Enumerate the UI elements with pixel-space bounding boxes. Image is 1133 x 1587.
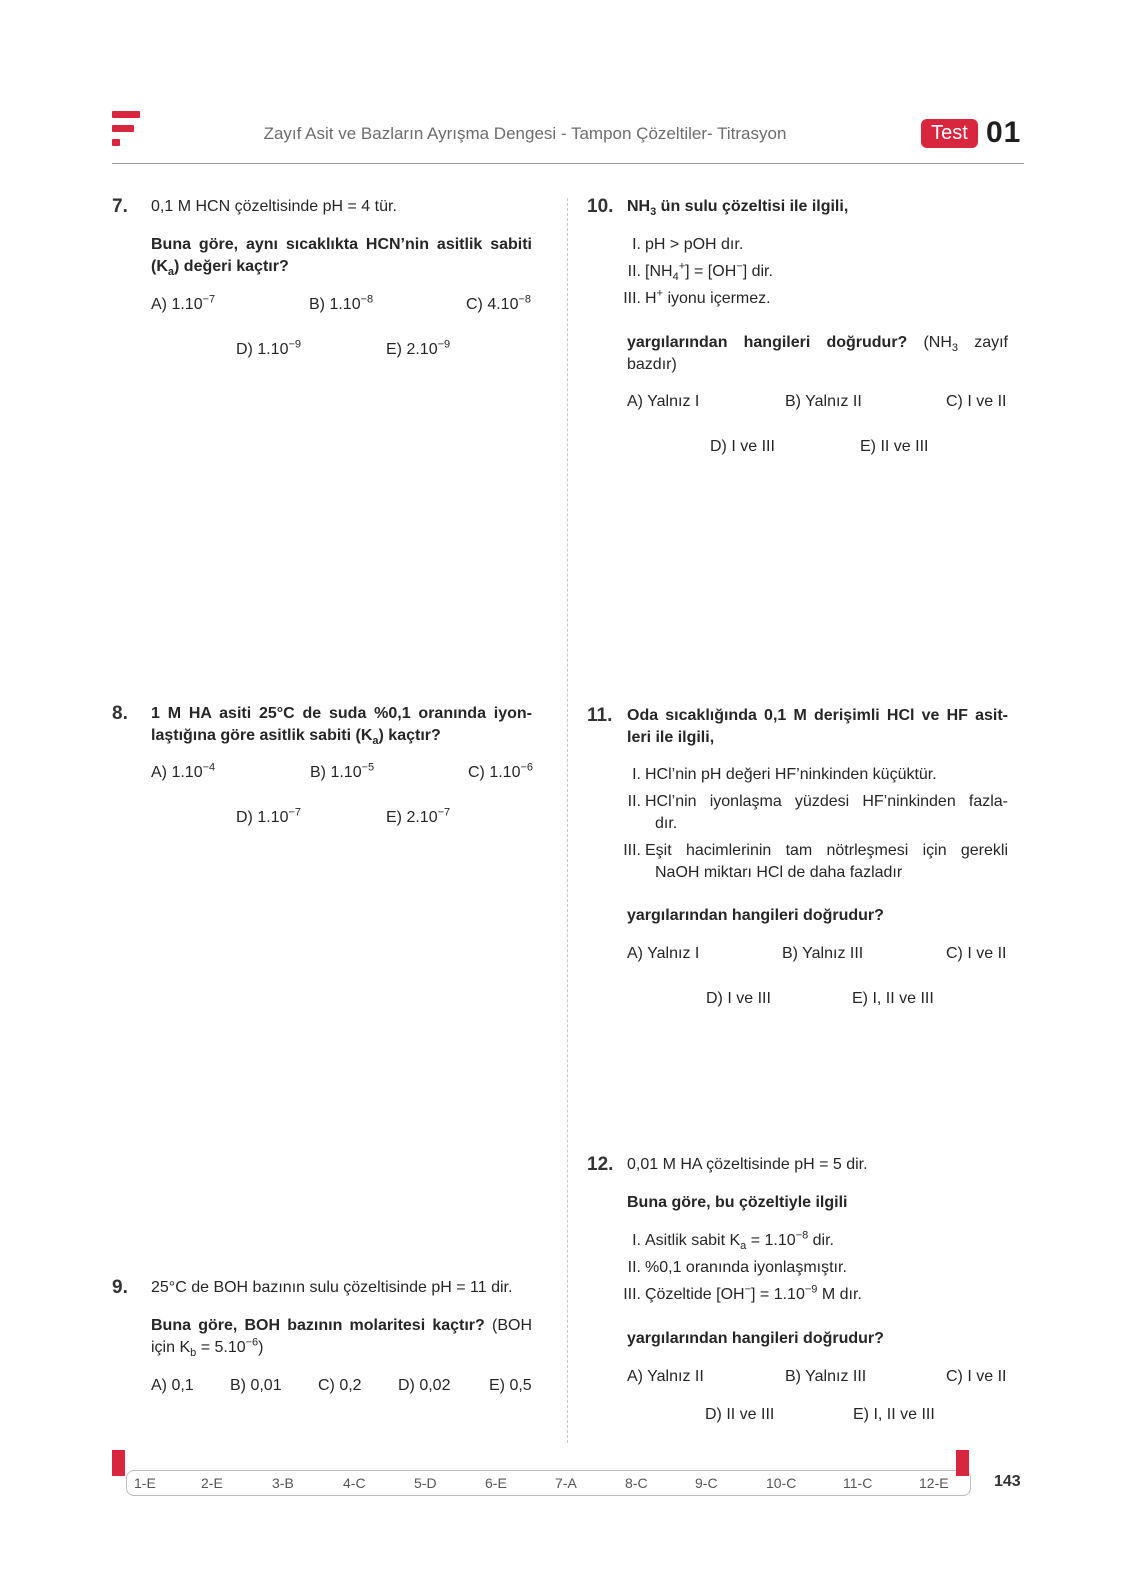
question-10-number: 10. [587,196,614,217]
q10-statement-2: II. $[NH_4^+] = [OH^-]$ dir. [627,260,773,284]
q11-option-c[interactable]: C) I ve II [946,945,1007,962]
question-7-intro: 0,1 M HCN çözeltisinde pH = 4 tür. [151,198,397,215]
question-7-number: 7. [112,196,128,217]
q11-option-a[interactable]: A) Yalnız I [627,945,700,962]
q12-option-a[interactable]: A) Yalnız II [627,1368,704,1385]
answer-key-item: 1-E [134,1475,156,1491]
question-8-stem: 1 M HA asiti 25°C de suda %0,1 oranında iyon- laştığına göre asitlik sabiti $(K_a)$ kaçtır? [151,705,532,748]
question-9-stem: Buna göre, BOH bazının molaritesi kaçtır? (BOH için $K_b = 5.10^{-6}$) [151,1317,533,1360]
q9-option-a[interactable]: A) 0,1 [151,1377,194,1394]
question-9-number: 9. [112,1277,128,1298]
q12-option-e[interactable]: E) I, II ve III [853,1406,935,1423]
question-10-intro: $NH_3$ ün sulu çözeltisi ile ilgili, [627,198,849,219]
q12-statement-1: I. Asitlik sabit $K_a = 1.10^{-8}$ dir. [632,1229,834,1253]
q7-option-b[interactable]: B) $1.10^{-8}$ [309,293,374,313]
question-11-number: 11. [587,705,613,726]
answer-key-item: 12-E [919,1475,949,1491]
q9-option-e[interactable]: E) 0,5 [489,1377,532,1394]
q10-statement-1: I. pH > pOH dır. [632,236,744,253]
q10-option-e[interactable]: E) II ve III [860,438,929,455]
q10-statement-3: III. H+ iyonu içermez. [623,287,771,307]
q7-option-d[interactable]: D) $1.10^{-9}$ [236,338,302,358]
q7-option-a[interactable]: A) $1.10^{-7}$ [151,293,216,313]
q9-option-d[interactable]: D) 0,02 [398,1377,451,1394]
question-12-stem: Buna göre, bu çözeltiyle ilgili [627,1194,848,1211]
answer-key-item: 5-D [414,1475,437,1491]
answer-key-item: 6-E [485,1475,507,1491]
question-11-stem: yargılarından hangileri doğrudur? [627,907,884,924]
answer-key-item: 7-A [555,1475,577,1491]
question-11-intro: Oda sıcaklığında 0,1 M derişimli HCl ve HF asit- leri ile ilgili, [627,707,1008,746]
question-12-question: yargılarından hangileri doğrudur? [627,1330,884,1347]
q12-statement-3: III. Çözeltide $[OH^-] = 1.10^{-9}$ M dır. [623,1283,862,1303]
q10-option-c[interactable]: C) I ve II [946,393,1007,410]
answer-key-item: 10-C [766,1475,797,1491]
answer-key-item: 8-C [625,1475,648,1491]
question-8-number: 8. [112,703,128,724]
q7-option-e[interactable]: E) $2.10^{-9}$ [386,338,451,358]
q11-statement-3: III. Eşit hacimlerinin tam nötrleşmesi için gerekli NaOH miktarı HCl de daha fazladır [623,842,1008,881]
q12-option-b[interactable]: B) Yalnız III [785,1368,867,1385]
q11-option-b[interactable]: B) Yalnız III [782,945,864,962]
question-7-stem: Buna göre, aynı sıcaklıkta HCN’nin asitlik sabiti $(K_a)$ değeri kaçtır? [151,236,532,279]
question-12-intro: 0,01 M HA çözeltisinde pH = 5 dir. [627,1156,868,1173]
header-title: Zayıf Asit ve Bazların Ayrışma Dengesi - Tampon Çözeltiler- Titrasyon [263,124,787,143]
question-10-stem: yargılarından hangileri doğrudur? ($NH_3$ zayıf bazdır) [627,334,1008,373]
q12-option-d[interactable]: D) II ve III [705,1406,775,1423]
q8-option-c[interactable]: C) $1.10^{-6}$ [468,761,534,781]
q8-option-e[interactable]: E) $2.10^{-7}$ [386,806,451,826]
q10-option-d[interactable]: D) I ve III [710,438,775,455]
answer-key-item: 11-C [843,1475,873,1491]
question-12-number: 12. [587,1154,614,1175]
test-number: 01 [986,116,1022,149]
answer-key-item: 2-E [201,1475,223,1491]
q8-option-b[interactable]: B) $1.10^{-5}$ [310,761,375,781]
q12-option-c[interactable]: C) I ve II [946,1368,1007,1385]
answer-key-item: 4-C [343,1475,366,1491]
q11-statement-1: I. HCl’nin pH değeri HF’ninkinden küçüktür. [632,766,937,783]
q11-statement-2: II. HCl’nin iyonlaşma yüzdesi HF’ninkinden fazla- dır. [627,793,1008,832]
q11-option-e[interactable]: E) I, II ve III [852,990,934,1007]
answer-key-left-marker [112,1450,125,1476]
header-divider [112,163,1024,164]
column-divider [567,198,568,1443]
test-badge: Test [921,119,978,148]
q8-option-a[interactable]: A) $1.10^{-4}$ [151,761,216,781]
q7-option-c[interactable]: C) $4.10^{-8}$ [466,293,532,313]
q12-statement-2: II. %0,1 oranında iyonlaşmıştır. [627,1259,847,1276]
q10-option-b[interactable]: B) Yalnız II [785,393,862,410]
publisher-logo [112,111,142,153]
page-number: 143 [994,1473,1021,1490]
q9-option-b[interactable]: B) 0,01 [230,1377,282,1394]
q11-option-d[interactable]: D) I ve III [706,990,771,1007]
question-9-intro: 25°C de BOH bazının sulu çözeltisinde pH = 11 dir. [151,1279,513,1296]
answer-key-item: 3-B [272,1475,294,1491]
answer-key-item: 9-C [695,1475,718,1491]
q10-option-a[interactable]: A) Yalnız I [627,393,700,410]
q8-option-d[interactable]: D) $1.10^{-7}$ [236,806,302,826]
answer-key-right-marker [956,1450,969,1476]
q9-option-c[interactable]: C) 0,2 [318,1377,362,1394]
